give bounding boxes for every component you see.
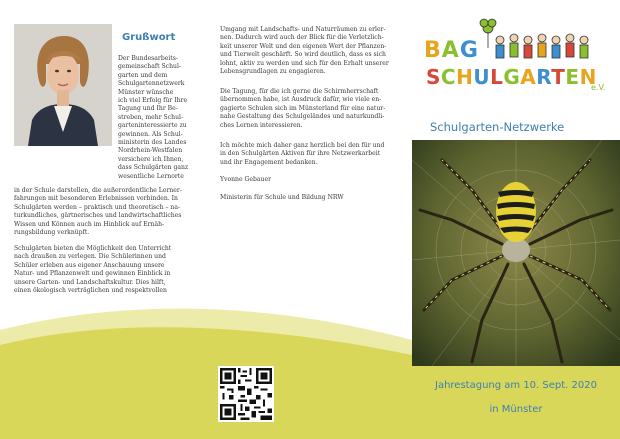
- logo-bag-text: [424, 38, 479, 63]
- logo-ev-suffix: e.V.: [591, 83, 606, 92]
- greeting-text-full-width: in der Schule darstellen, die außerordentliche Lerner- fahrungen mit besonderen Erlebnissen verbinden. In Schulgärten werden – praktisch und theoretisch – na- turkundliches, gärtnerisches und landwirtschaftliches Wissen und Können auch im Hinblick auf Ernäh- rungsbildung verknüpft.: [14, 187, 182, 237]
- qr-code[interactable]: [218, 366, 274, 422]
- flyer-headline: Schulgarten-Netzwerke: [430, 120, 565, 134]
- greeting-heading: Grußwort: [122, 32, 176, 43]
- event-location-line: in Münster: [489, 404, 543, 415]
- children-logo-illustration: [470, 18, 600, 72]
- event-date-line: Jahrestagung am 10. Sept. 2020: [435, 380, 597, 391]
- middle-paragraph-2: Die Tagung, für die ich gerne die Schirmherrschaft übernommen habe, ist Ausdruck dafür, wie viele en- gagierte Schulen sich im Münsterland für eine natur- nahe Gestaltung des Schulgeländes und naturkundli- ches Lernen interessieren.: [220, 88, 386, 129]
- middle-paragraph-1: Umgang mit Landschafts- und Naturräumen zu erler- nen. Dadurch wird auch der Blick für die Verletzlich- keit unserer Welt und den eigenen Wert der Pflanzen- und Tierwelt geschärft. So wird deutlich, dass es sich lohnt, aktiv zu werden und sich für den Erhalt unserer Lebensgrundlagen zu engagieren.: [220, 26, 389, 76]
- signature-name: Yvonne Gebauer: [220, 176, 271, 183]
- minister-portrait: [14, 24, 112, 146]
- spider-photo: [412, 140, 620, 366]
- greeting-second-paragraph: Schulgärten bieten die Möglichkeit den Unterricht nach draußen zu verlegen. Die Schülerinnen und Schüler erleben aus eigener Anschauung unsere Natur- und Pflanzenwelt und gewinnen Einblick in unsere Garten- und Landschaftskultur. Dies hilft, einen ökologisch verträglichen und respektvollen: [14, 245, 172, 295]
- logo-bag-letters: BAG: [424, 38, 479, 63]
- logo-schulgarten-text: [426, 65, 597, 89]
- signature-role: Ministerin für Schule und Bildung NRW: [220, 194, 344, 201]
- logo-schulgarten-letters: SCHULGARTEN: [426, 65, 597, 89]
- middle-paragraph-3: Ich möchte mich daher ganz herzlich bei den für und in den Schulgärten Aktiven für ihre Netzwerkarbeit und ihr Engagement bedanken.: [220, 142, 385, 166]
- greeting-text-beside-photo: Der Bundesarbeits- gemeinschaft Schul- garten und dem Schulgartennetzwerk Münster wünsche ich viel Erfolg für Ihre Tagung und Ihr Be- streben, mehr Schul- garteninteressierte zu gewinnen. Als Schul- ministerin des Landes Nordrhein-Westfalen versichere ich Ihnen, dass Schulgärten ganz wesentliche Lernorte: [118, 55, 189, 180]
